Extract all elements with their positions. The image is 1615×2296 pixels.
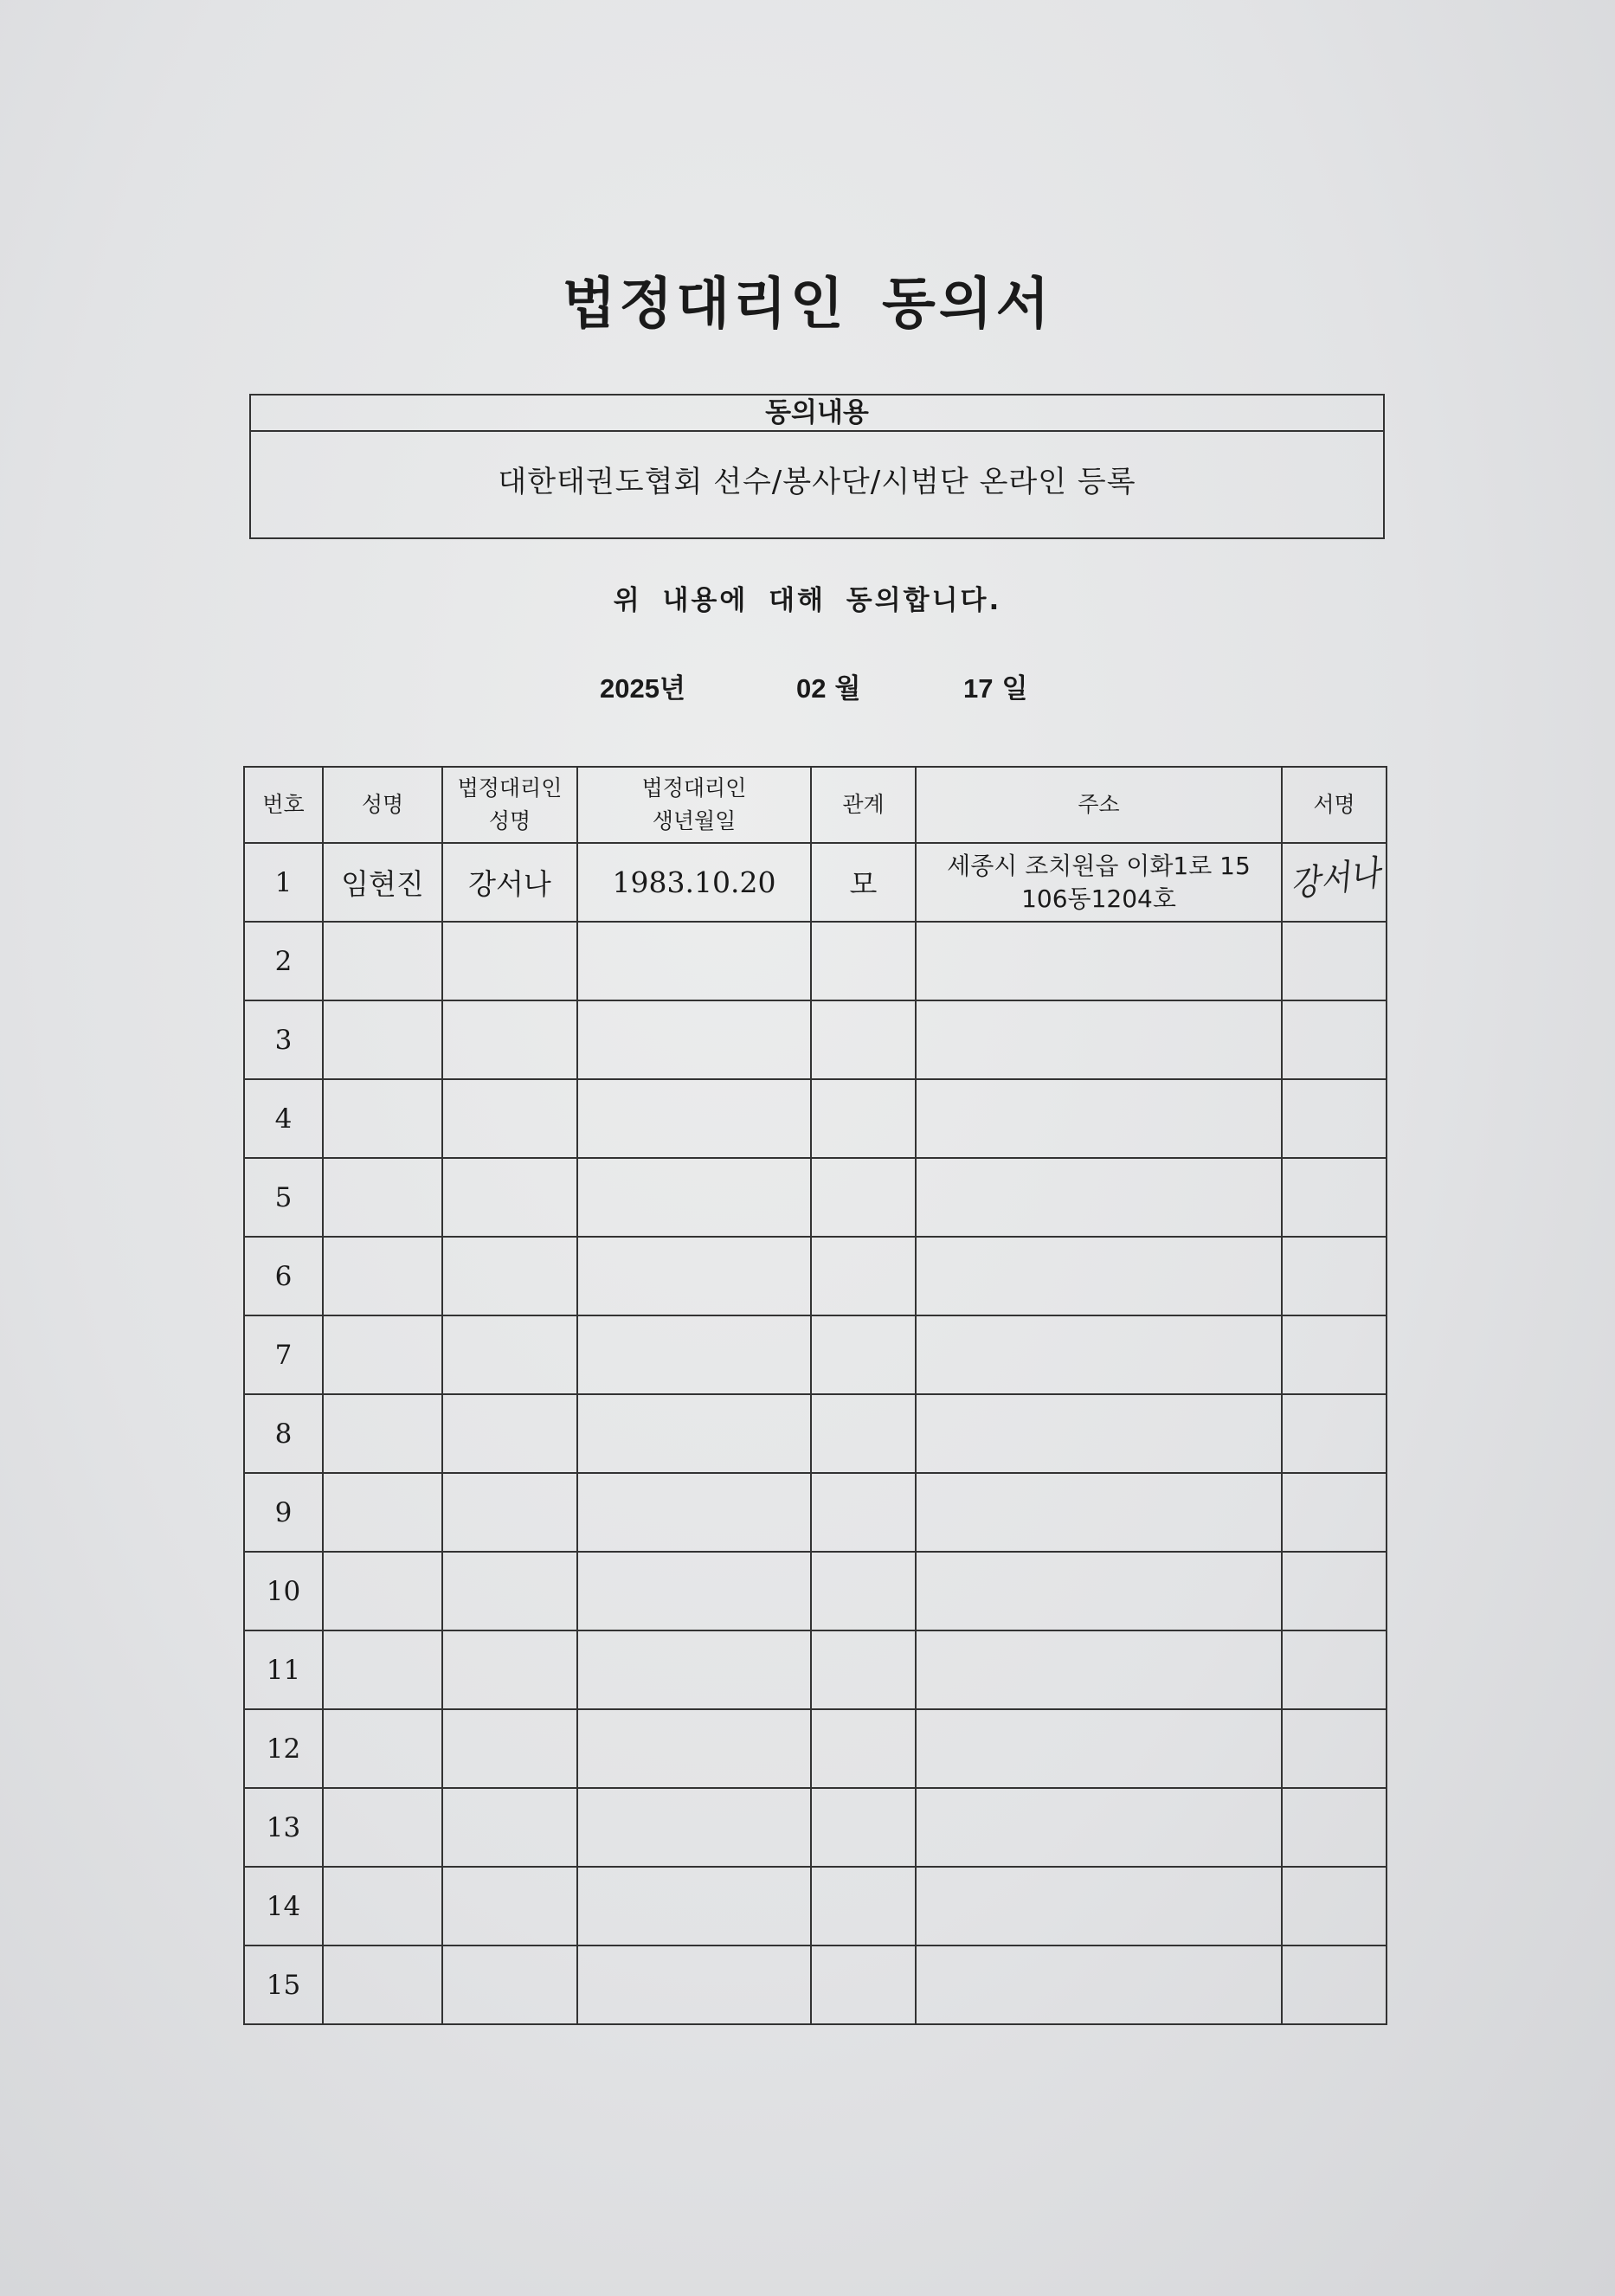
empty-cell [1282,1473,1387,1552]
empty-cell [1282,1315,1387,1394]
date-year: 2025년 [600,673,685,704]
empty-cell [323,1552,442,1630]
row-number: 15 [244,1945,323,2024]
empty-cell [916,1867,1282,1945]
empty-cell [811,1315,916,1394]
empty-cell [577,1158,811,1237]
row-number: 5 [244,1158,323,1237]
empty-cell [442,1552,577,1630]
empty-cell [323,1000,442,1079]
empty-cell [323,1709,442,1788]
row-rep-name: 강서나 [442,843,577,922]
row-relation: 모 [811,843,916,922]
empty-cell [442,1315,577,1394]
empty-cell [916,1158,1282,1237]
header-address: 주소 [916,767,1282,843]
empty-cell [916,1630,1282,1709]
table-row [244,1237,1387,1315]
empty-cell [916,1788,1282,1867]
table-row [244,1867,1387,1945]
header-signature: 서명 [1282,767,1387,843]
empty-cell [811,1709,916,1788]
empty-cell [323,1315,442,1394]
empty-cell [323,1079,442,1158]
table-row [244,1630,1387,1709]
empty-cell [811,1945,916,2024]
header-rep-birthdate: 법정대리인 생년월일 [577,767,811,843]
empty-cell [916,1315,1282,1394]
empty-cell [323,1158,442,1237]
consent-content-text: 대한태권도협회 선수/봉사단/시범단 온라인 등록 [498,465,1136,499]
empty-cell [577,1630,811,1709]
empty-cell [323,1788,442,1867]
row-address: 세종시 조치원읍 이화1로 15 106동1204호 [916,843,1282,922]
empty-cell [577,1867,811,1945]
empty-cell [1282,1867,1387,1945]
empty-cell [442,1473,577,1552]
empty-cell [577,1473,811,1552]
empty-cell [442,1788,577,1867]
empty-cell [442,922,577,1000]
empty-cell [1282,1552,1387,1630]
representative-table [243,766,1387,2025]
empty-cell [916,1552,1282,1630]
empty-cell [811,1394,916,1473]
empty-cell [916,1237,1282,1315]
empty-cell [577,1552,811,1630]
empty-cell [577,1079,811,1158]
table-row [244,1788,1387,1867]
table-header-row [244,767,1387,843]
header-name: 성명 [323,767,442,843]
header-number: 번호 [244,767,323,843]
date-day: 17 일 [963,673,1028,704]
empty-cell [577,1945,811,2024]
row-number: 4 [244,1079,323,1158]
table-row [244,1000,1387,1079]
empty-cell [577,922,811,1000]
empty-cell [1282,1079,1387,1158]
row-number: 6 [244,1237,323,1315]
empty-cell [323,922,442,1000]
empty-cell [811,1079,916,1158]
empty-cell [1282,1000,1387,1079]
empty-cell [811,1000,916,1079]
table-row [244,1079,1387,1158]
empty-cell [811,1630,916,1709]
empty-cell [577,1000,811,1079]
empty-cell [811,1158,916,1237]
empty-cell [1282,1788,1387,1867]
empty-cell [811,1237,916,1315]
empty-cell [442,1709,577,1788]
empty-cell [323,1394,442,1473]
row-number: 2 [244,922,323,1000]
empty-cell [577,1237,811,1315]
empty-cell [916,1079,1282,1158]
header-rep-name: 법정대리인 성명 [442,767,577,843]
table-row [244,1394,1387,1473]
empty-cell [323,1945,442,2024]
empty-cell [1282,1158,1387,1237]
row-number: 13 [244,1788,323,1867]
table-row [244,922,1387,1000]
table-row [244,1158,1387,1237]
empty-cell [442,1867,577,1945]
agreement-statement: 위 내용에 대해 동의합니다. [613,585,1002,616]
row-number: 10 [244,1552,323,1630]
empty-cell [916,1709,1282,1788]
empty-cell [916,1000,1282,1079]
header-relation: 관계 [811,767,916,843]
handwritten-signature: 강서나 [1287,852,1382,906]
document-title: 법정대리인 동의서 [562,273,1053,337]
table-row [244,1945,1387,2024]
empty-cell [577,1788,811,1867]
empty-cell [916,1473,1282,1552]
empty-cell [442,1630,577,1709]
empty-cell [323,1473,442,1552]
empty-cell [811,922,916,1000]
empty-cell [442,1000,577,1079]
empty-cell [811,1552,916,1630]
table-row [244,1709,1387,1788]
empty-cell [916,1394,1282,1473]
empty-cell [442,1158,577,1237]
row-number: 7 [244,1315,323,1394]
row-signature [1282,843,1387,922]
empty-cell [442,1945,577,2024]
empty-cell [1282,1945,1387,2024]
table-row [244,1473,1387,1552]
empty-cell [442,1079,577,1158]
empty-cell [811,1788,916,1867]
row-number: 9 [244,1473,323,1552]
empty-cell [1282,1709,1387,1788]
row-name: 임현진 [323,843,442,922]
empty-cell [1282,1394,1387,1473]
consent-content-header: 동의내용 [251,396,1383,432]
table-row [244,1315,1387,1394]
row-number: 1 [244,843,323,922]
date-month: 02 월 [796,673,861,704]
empty-cell [323,1237,442,1315]
empty-cell [577,1394,811,1473]
row-rep-birthdate: 1983.10.20 [577,843,811,922]
empty-cell [811,1867,916,1945]
empty-cell [916,1945,1282,2024]
empty-cell [323,1630,442,1709]
empty-cell [1282,1630,1387,1709]
row-number: 11 [244,1630,323,1709]
row-number: 12 [244,1709,323,1788]
empty-cell [442,1237,577,1315]
empty-cell [577,1315,811,1394]
empty-cell [1282,922,1387,1000]
row-number: 14 [244,1867,323,1945]
empty-cell [916,922,1282,1000]
table-row [244,843,1387,922]
empty-cell [442,1394,577,1473]
consent-content-box [249,394,1385,539]
table-row [244,1552,1387,1630]
empty-cell [323,1867,442,1945]
empty-cell [1282,1237,1387,1315]
row-number: 8 [244,1394,323,1473]
empty-cell [811,1473,916,1552]
empty-cell [577,1709,811,1788]
row-number: 3 [244,1000,323,1079]
